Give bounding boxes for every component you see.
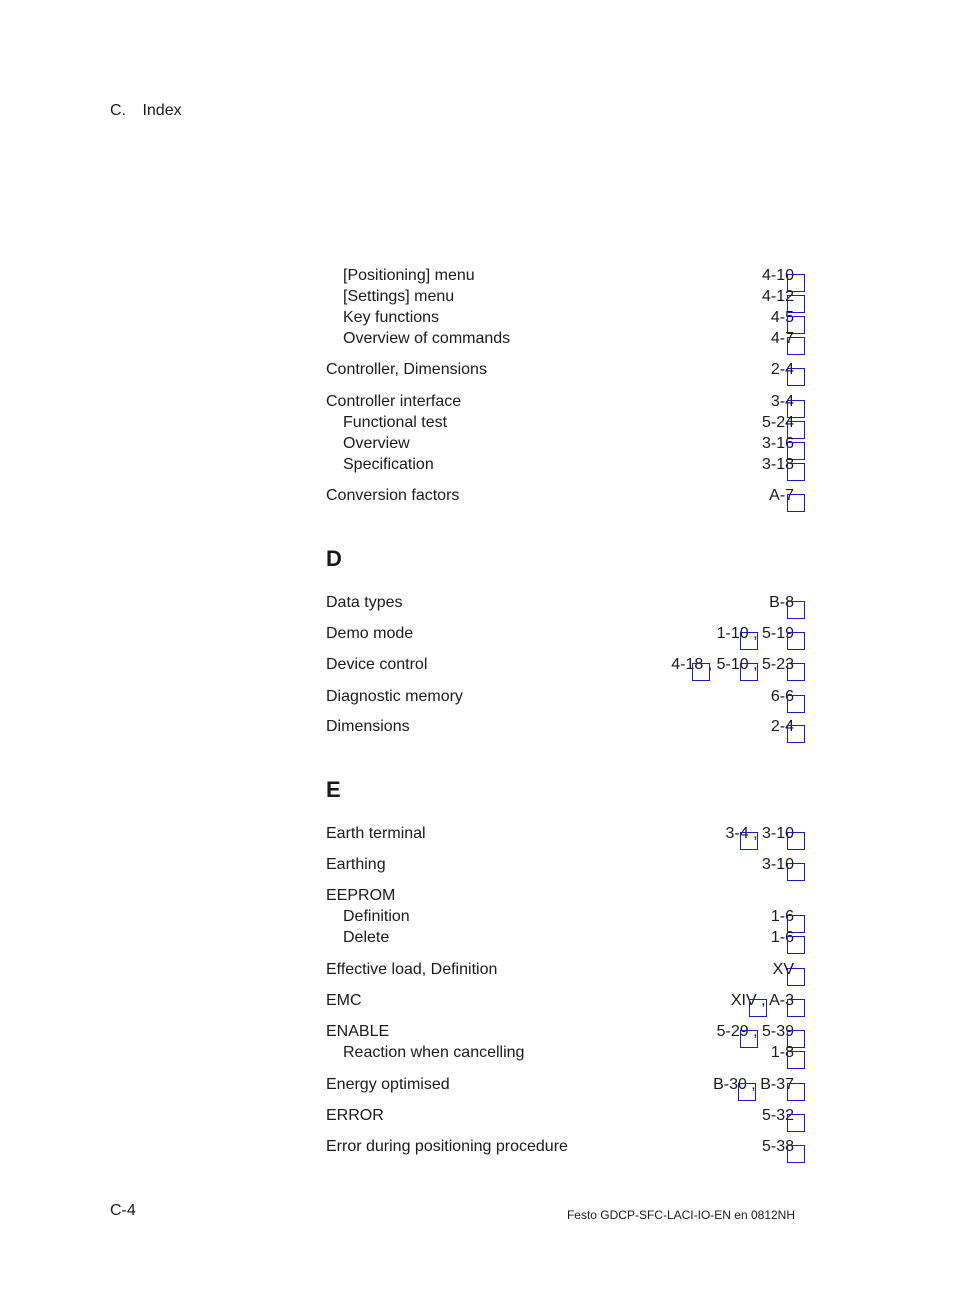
chapter-number: C. xyxy=(110,102,126,119)
index-entry xyxy=(326,623,808,644)
index-subentry xyxy=(326,906,808,927)
page-link[interactable] xyxy=(787,463,805,481)
index-term: Effective load, Definition xyxy=(326,961,498,978)
index-term: Data types xyxy=(326,594,403,611)
page-link[interactable] xyxy=(692,663,710,681)
index-entry xyxy=(326,391,808,412)
page-references: 4-18 , 5-10 , 5-23 xyxy=(671,656,794,673)
page-link[interactable] xyxy=(787,936,805,954)
index-term: Device control xyxy=(326,656,428,673)
page-link[interactable] xyxy=(738,1083,756,1101)
index-entry xyxy=(326,1074,808,1095)
index-term: Conversion factors xyxy=(326,487,460,504)
index-term: [Positioning] menu xyxy=(343,267,475,284)
index-subentry xyxy=(326,307,808,328)
page-references: 5-32 xyxy=(761,1107,794,1124)
page-references: A-7 xyxy=(769,487,794,504)
index-entry xyxy=(326,1021,808,1042)
page-references: 1-6 xyxy=(770,908,794,925)
index-subentry xyxy=(326,286,808,307)
page-link[interactable] xyxy=(787,601,805,619)
index-subentry xyxy=(326,1042,808,1063)
page-link[interactable] xyxy=(740,632,758,650)
index-entry xyxy=(326,654,808,675)
page-references: 1-8 xyxy=(770,1044,794,1061)
section-letter: D xyxy=(326,546,342,571)
index-term: Functional test xyxy=(343,414,448,431)
page-link[interactable] xyxy=(787,337,805,355)
index-entry xyxy=(326,359,808,380)
index-term: Definition xyxy=(343,908,410,925)
index-entry xyxy=(326,959,808,980)
index-entry xyxy=(326,592,808,613)
index-entry xyxy=(326,485,808,506)
page-references: 5-38 xyxy=(761,1138,794,1155)
page-link[interactable] xyxy=(740,663,758,681)
index-term: Controller interface xyxy=(326,393,462,410)
index-term: Specification xyxy=(343,456,434,473)
page-references: 4-12 xyxy=(761,288,794,305)
page-link[interactable] xyxy=(787,632,805,650)
page-link[interactable] xyxy=(787,832,805,850)
index-term: Error during positioning procedure xyxy=(326,1138,568,1155)
page-references: 5-24 xyxy=(761,414,794,431)
index-entry xyxy=(326,885,808,906)
index-term: EMC xyxy=(326,992,362,1009)
page-link[interactable] xyxy=(787,695,805,713)
index-term: Dimensions xyxy=(326,718,410,735)
index-term: Diagnostic memory xyxy=(326,688,463,705)
index-term: Earth terminal xyxy=(326,825,426,842)
index-term: Energy optimised xyxy=(326,1076,450,1093)
index-term: Delete xyxy=(343,929,390,946)
page-link[interactable] xyxy=(787,1145,805,1163)
page-link[interactable] xyxy=(787,1051,805,1069)
page-references: 4-5 xyxy=(770,309,794,326)
index-term: Earthing xyxy=(326,856,386,873)
page-link[interactable] xyxy=(787,1114,805,1132)
page-link[interactable] xyxy=(787,663,805,681)
index-term: Overview of commands xyxy=(343,330,511,347)
index-term: [Settings] menu xyxy=(343,288,455,305)
page-references: 3-16 xyxy=(761,435,794,452)
page-references: 5-29 , 5-39 xyxy=(716,1023,794,1040)
index-entry xyxy=(326,716,808,737)
page-link[interactable] xyxy=(787,494,805,512)
index-subentry xyxy=(326,328,808,349)
index-term: Controller, Dimensions xyxy=(326,361,487,378)
page-references: 4-7 xyxy=(770,330,794,347)
page-references: 3-18 xyxy=(761,456,794,473)
index-term: Demo mode xyxy=(326,625,414,642)
index-entry xyxy=(326,990,808,1011)
index-term: Reaction when cancelling xyxy=(343,1044,525,1061)
page-references: 6-6 xyxy=(770,688,794,705)
page-references: XIV , A-3 xyxy=(730,992,794,1009)
index-subentry xyxy=(326,927,808,948)
index-subentry xyxy=(326,412,808,433)
index-entry xyxy=(326,854,808,875)
index-term: ENABLE xyxy=(326,1023,390,1040)
page-link[interactable] xyxy=(740,832,758,850)
page-link[interactable] xyxy=(787,863,805,881)
page-references: XV xyxy=(772,961,794,978)
page-link[interactable] xyxy=(787,1083,805,1101)
page-link[interactable] xyxy=(787,968,805,986)
index-subentry xyxy=(326,433,808,454)
section-letter: E xyxy=(326,777,341,802)
index-term: Overview xyxy=(343,435,410,452)
page-references: 3-4 , 3-10 xyxy=(725,825,794,842)
page-references: 1-6 xyxy=(770,929,794,946)
page-link[interactable] xyxy=(749,999,767,1017)
page-references: B-30 , B-37 xyxy=(713,1076,794,1093)
page-references: 4-10 xyxy=(761,267,794,284)
page-header xyxy=(110,102,182,120)
page-references: 2-4 xyxy=(770,718,794,735)
index-entry xyxy=(326,1136,808,1157)
index-term: EEPROM xyxy=(326,887,396,904)
index-subentry xyxy=(326,454,808,475)
page-link[interactable] xyxy=(787,368,805,386)
chapter-title: Index xyxy=(142,102,182,119)
index-term: ERROR xyxy=(326,1107,384,1124)
index-entry xyxy=(326,823,808,844)
page-references: B-8 xyxy=(769,594,794,611)
page-number: C-4 xyxy=(110,1202,136,1219)
index-entry xyxy=(326,686,808,707)
page-references: 2-4 xyxy=(770,361,794,378)
document-id: Festo GDCP-SFC-LACI-IO-EN en 0812NH xyxy=(566,1208,795,1222)
page-link[interactable] xyxy=(787,725,805,743)
page-link[interactable] xyxy=(787,999,805,1017)
index-term: Key functions xyxy=(343,309,440,326)
index-subentry xyxy=(326,265,808,286)
index-entry xyxy=(326,1105,808,1126)
page-references: 3-4 xyxy=(770,393,794,410)
page-references: 1-10 , 5-19 xyxy=(716,625,794,642)
page-references: 3-10 xyxy=(761,856,794,873)
